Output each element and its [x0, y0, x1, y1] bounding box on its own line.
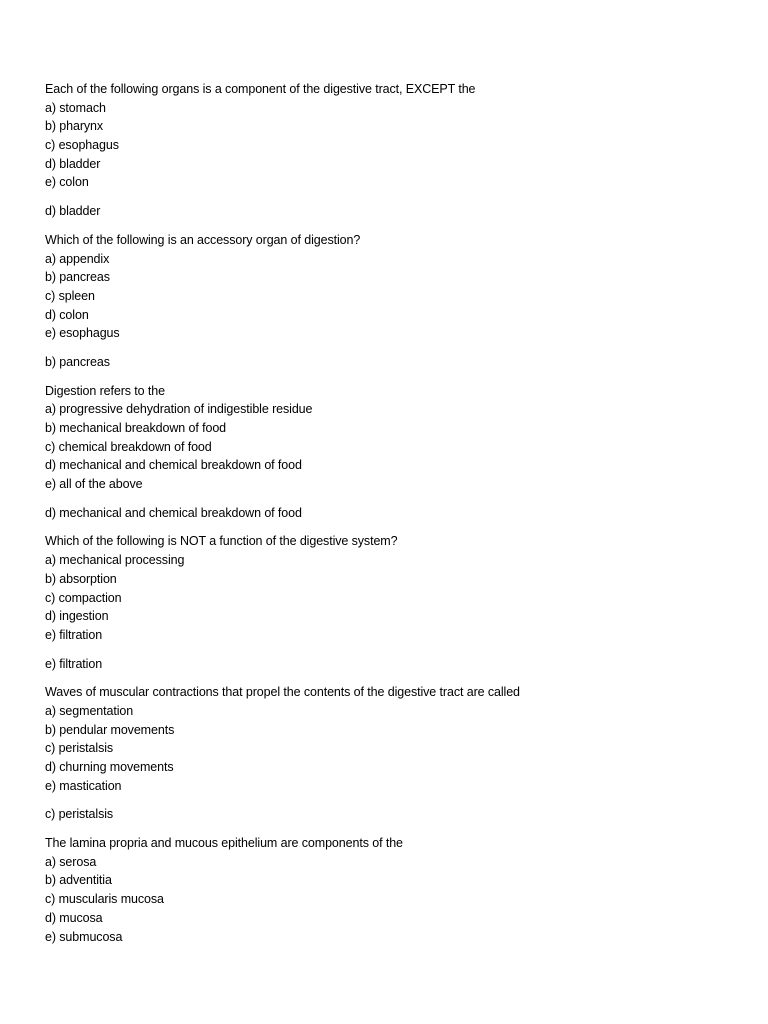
- answer-text: e) filtration: [45, 656, 103, 671]
- answer-text: b) pancreas: [45, 354, 110, 369]
- option-a: a) progressive dehydration of indigestible residue: [45, 402, 313, 417]
- option-e: e) submucosa: [45, 929, 123, 944]
- question-text: The lamina propria and mucous epithelium are components of the: [45, 836, 403, 851]
- option-b: b) absorption: [45, 571, 117, 586]
- option-d: d) mucosa: [45, 910, 103, 925]
- question-text: Digestion refers to the: [45, 383, 165, 398]
- document-page: [45, 80, 745, 946]
- option-e: e) mastication: [45, 778, 122, 793]
- option-d: d) ingestion: [45, 609, 109, 624]
- option-a: a) mechanical processing: [45, 553, 185, 568]
- question-text: Each of the following organs is a component of the digestive tract, EXCEPT the: [45, 82, 476, 96]
- question-block-5: [45, 683, 745, 824]
- option-c: c) spleen: [45, 288, 95, 303]
- option-c: c) chemical breakdown of food: [45, 439, 212, 454]
- answer-text: c) peristalsis: [45, 807, 114, 822]
- option-a: a) appendix: [45, 251, 110, 266]
- option-b: b) adventitia: [45, 873, 112, 888]
- option-e: e) esophagus: [45, 326, 120, 341]
- option-c: c) esophagus: [45, 138, 119, 153]
- option-d: d) bladder: [45, 156, 101, 171]
- option-a: a) stomach: [45, 100, 106, 115]
- option-c: c) muscularis mucosa: [45, 892, 164, 907]
- option-c: c) compaction: [45, 590, 122, 605]
- question-text: Which of the following is NOT a function of the digestive system?: [45, 534, 398, 549]
- answer-text: d) mechanical and chemical breakdown of food: [45, 505, 302, 520]
- option-e: e) all of the above: [45, 477, 143, 492]
- option-b: b) pendular movements: [45, 722, 175, 737]
- option-e: e) colon: [45, 175, 89, 190]
- option-b: b) pharynx: [45, 119, 104, 134]
- answer-text: d) bladder: [45, 204, 101, 219]
- option-a: a) serosa: [45, 854, 97, 869]
- option-a: a) segmentation: [45, 703, 134, 718]
- option-e: e) filtration: [45, 627, 103, 642]
- question-text: Which of the following is an accessory organ of digestion?: [45, 232, 361, 247]
- question-block-3: [45, 382, 745, 523]
- question-text: Waves of muscular contractions that propel the contents of the digestive tract are called: [45, 685, 520, 700]
- option-b: b) mechanical breakdown of food: [45, 421, 227, 435]
- question-block-1: [45, 80, 745, 221]
- option-c: c) peristalsis: [45, 741, 114, 756]
- option-b: b) pancreas: [45, 270, 110, 285]
- question-block-2: [45, 231, 745, 372]
- question-block-4: [45, 532, 745, 673]
- option-d: d) mechanical and chemical breakdown of food: [45, 458, 302, 473]
- option-d: d) churning movements: [45, 760, 174, 774]
- option-d: d) colon: [45, 307, 89, 322]
- question-block-6: [45, 834, 745, 946]
